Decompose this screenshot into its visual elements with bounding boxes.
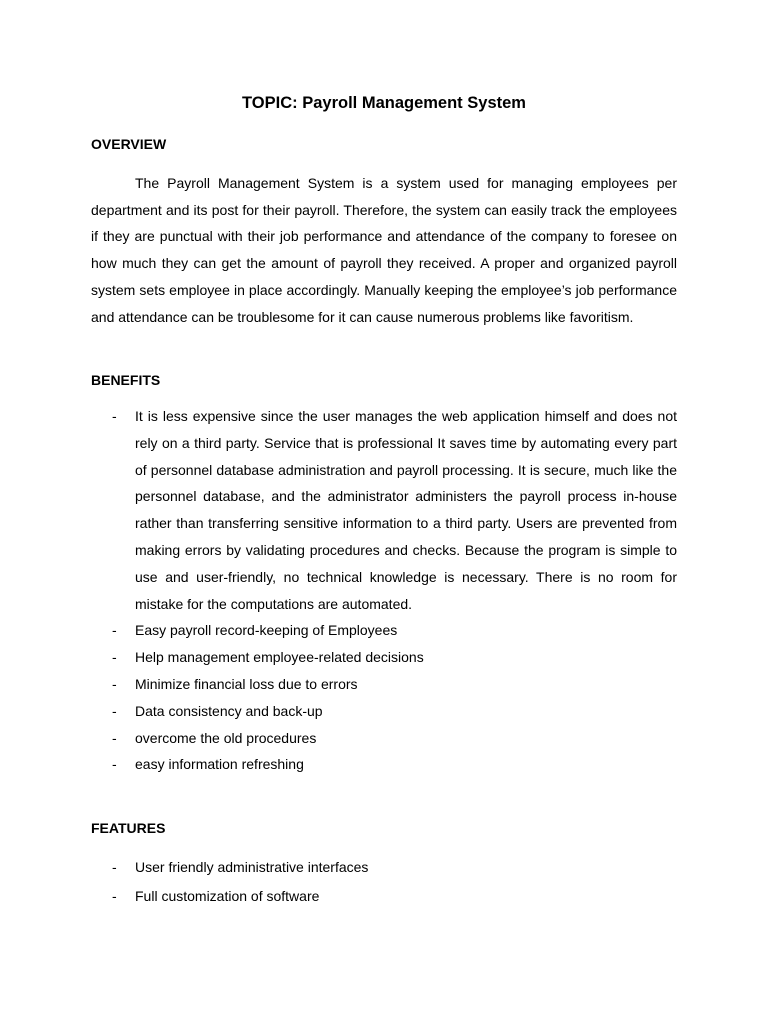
list-item-text: User friendly administrative interfaces	[135, 859, 369, 875]
features-list	[91, 853, 677, 910]
overview-paragraph: The Payroll Management System is a system used for managing employees per department and its post for their payroll. Therefore, the system can easily track the employees if they are punctual with their job performance and attendance of the company to foresee on how much they can get the amount of payroll they received. A proper and organized payroll system sets employee in place accordingly. Manually keeping the employee’s job performance and attendance can be troublesome for it can cause numerous problems like favoritism.	[91, 175, 677, 325]
list-item-text: overcome the old procedures	[135, 729, 317, 746]
list-item-text: Help management employee-related decisions	[135, 649, 424, 666]
bullet-dash: -	[112, 887, 117, 904]
benefits-list	[91, 403, 677, 778]
bullet-dash: -	[112, 729, 117, 746]
benefits-heading: BENEFITS	[91, 372, 161, 388]
list-item	[91, 853, 677, 882]
list-item	[91, 644, 677, 671]
bullet-dash: -	[112, 702, 117, 719]
list-item-text: Data consistency and back-up	[135, 702, 323, 719]
list-item	[91, 698, 677, 725]
bullet-dash: -	[112, 649, 117, 666]
bullet-dash: -	[112, 408, 117, 424]
features-heading: FEATURES	[91, 820, 166, 836]
list-item	[91, 671, 677, 698]
list-item-text: It is less expensive since the user manages the web application himself and does not rely on a third party. Service that is professional It saves time by automating every part of personnel database administration and payroll processing. It is secure, much like the personnel database, and the administrator administers the payroll process in-house rather than transferring sensitive information to a third party. Users are prevented from making errors by validating procedures and checks. Because the program is simple to use and user-friendly, no technical knowledge is necessary. There is no room for mistake for the computations are automated.	[135, 408, 677, 612]
bullet-dash: -	[112, 622, 117, 639]
document-title: TOPIC: Payroll Management System	[242, 94, 526, 112]
list-item-text: Full customization of software	[135, 887, 320, 904]
list-item-text: Easy payroll record-keeping of Employees	[135, 622, 398, 639]
list-item-text: Minimize financial loss due to errors	[135, 675, 358, 692]
list-item	[91, 403, 677, 617]
bullet-dash: -	[112, 675, 117, 692]
bullet-dash: -	[112, 859, 117, 875]
list-item	[91, 882, 677, 911]
bullet-dash: -	[112, 756, 117, 773]
list-item-text: easy information refreshing	[135, 756, 304, 773]
list-item	[91, 617, 677, 644]
list-item	[91, 751, 677, 778]
overview-heading: OVERVIEW	[91, 136, 167, 152]
list-item	[91, 725, 677, 752]
